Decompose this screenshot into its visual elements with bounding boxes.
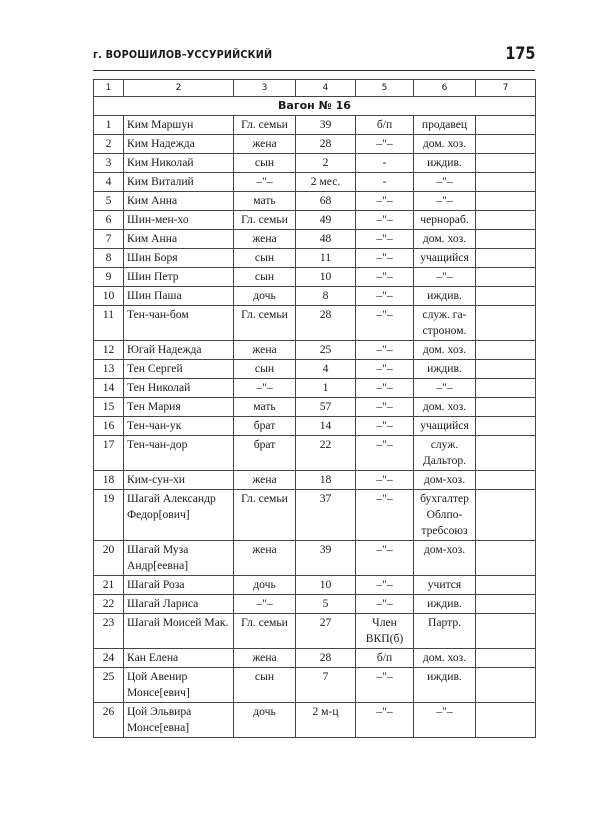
column-number: 3 — [234, 80, 296, 97]
row-number-cell: 19 — [94, 490, 124, 541]
family-relation-cell: жена — [234, 649, 296, 668]
person-name-cell: Шин Боря — [124, 249, 234, 268]
table-row — [94, 287, 536, 306]
person-name-cell: Югай Надежда — [124, 341, 234, 360]
note-cell — [476, 306, 536, 341]
column-number: 4 — [296, 80, 356, 97]
family-relation-cell: сын — [234, 249, 296, 268]
note-cell — [476, 417, 536, 436]
age-cell: 39 — [296, 541, 356, 576]
family-relation-cell: Гл. семьи — [234, 211, 296, 230]
party-membership-cell: б/п — [356, 116, 414, 135]
family-relation-cell: дочь — [234, 703, 296, 738]
occupation-cell: дом-хоз. — [414, 541, 476, 576]
row-number-cell: 23 — [94, 614, 124, 649]
column-number: 7 — [476, 80, 536, 97]
table-row — [94, 595, 536, 614]
table-row — [94, 649, 536, 668]
row-number-cell: 25 — [94, 668, 124, 703]
row-number-cell: 7 — [94, 230, 124, 249]
family-relation-cell: Гл. семьи — [234, 116, 296, 135]
family-relation-cell: сын — [234, 268, 296, 287]
family-relation-cell: жена — [234, 541, 296, 576]
table-row — [94, 173, 536, 192]
note-cell — [476, 230, 536, 249]
person-name-cell: Шагай Роза — [124, 576, 234, 595]
occupation-cell: –"– — [414, 268, 476, 287]
row-number-cell: 24 — [94, 649, 124, 668]
person-name-cell: Ким-сун-хи — [124, 471, 234, 490]
person-name-cell: Шин Паша — [124, 287, 234, 306]
row-number-cell: 9 — [94, 268, 124, 287]
row-number-cell: 21 — [94, 576, 124, 595]
party-membership-cell: –"– — [356, 268, 414, 287]
family-relation-cell: –"– — [234, 595, 296, 614]
party-membership-cell: –"– — [356, 135, 414, 154]
family-relation-cell: жена — [234, 341, 296, 360]
age-cell: 49 — [296, 211, 356, 230]
occupation-cell: бухгалтер Облпо- требсоюз — [414, 490, 476, 541]
note-cell — [476, 211, 536, 230]
row-number-cell: 16 — [94, 417, 124, 436]
table-row — [94, 417, 536, 436]
person-name-cell: Шагай Моисей Мак. — [124, 614, 234, 649]
row-number-cell: 8 — [94, 249, 124, 268]
note-cell — [476, 398, 536, 417]
age-cell: 11 — [296, 249, 356, 268]
note-cell — [476, 436, 536, 471]
person-name-cell: Шагай Лариса — [124, 595, 234, 614]
row-number-cell: 14 — [94, 379, 124, 398]
occupation-cell: иждив. — [414, 360, 476, 379]
person-name-cell: Шагай Александр Федор[ович] — [124, 490, 234, 541]
occupation-cell: служ. га- строном. — [414, 306, 476, 341]
row-number-cell: 2 — [94, 135, 124, 154]
age-cell: 28 — [296, 649, 356, 668]
person-name-cell: Тен-чан-ук — [124, 417, 234, 436]
occupation-cell: –"– — [414, 173, 476, 192]
occupation-cell: учащийся — [414, 417, 476, 436]
family-relation-cell: сын — [234, 154, 296, 173]
row-number-cell: 12 — [94, 341, 124, 360]
age-cell: 14 — [296, 417, 356, 436]
family-relation-cell: жена — [234, 135, 296, 154]
table-row — [94, 668, 536, 703]
table-row — [94, 211, 536, 230]
note-cell — [476, 135, 536, 154]
row-number-cell: 26 — [94, 703, 124, 738]
age-cell: 2 м-ц — [296, 703, 356, 738]
party-membership-cell: –"– — [356, 541, 414, 576]
party-membership-cell: –"– — [356, 249, 414, 268]
family-relation-cell: мать — [234, 192, 296, 211]
table-row — [94, 135, 536, 154]
note-cell — [476, 703, 536, 738]
table-row — [94, 249, 536, 268]
occupation-cell: дом. хоз. — [414, 649, 476, 668]
party-membership-cell: –"– — [356, 306, 414, 341]
row-number-cell: 5 — [94, 192, 124, 211]
row-number-cell: 3 — [94, 154, 124, 173]
age-cell: 8 — [296, 287, 356, 306]
party-membership-cell: –"– — [356, 490, 414, 541]
party-membership-cell: –"– — [356, 668, 414, 703]
row-number-cell: 1 — [94, 116, 124, 135]
note-cell — [476, 173, 536, 192]
table-row — [94, 116, 536, 135]
column-number: 5 — [356, 80, 414, 97]
note-cell — [476, 576, 536, 595]
table-row — [94, 192, 536, 211]
age-cell: 27 — [296, 614, 356, 649]
column-number: 1 — [94, 80, 124, 97]
person-name-cell: Тен Сергей — [124, 360, 234, 379]
note-cell — [476, 490, 536, 541]
note-cell — [476, 614, 536, 649]
table-row — [94, 471, 536, 490]
note-cell — [476, 154, 536, 173]
occupation-cell: дом. хоз. — [414, 230, 476, 249]
person-name-cell: Ким Виталий — [124, 173, 234, 192]
age-cell: 2 — [296, 154, 356, 173]
family-relation-cell: сын — [234, 668, 296, 703]
row-number-cell: 11 — [94, 306, 124, 341]
note-cell — [476, 595, 536, 614]
age-cell: 10 — [296, 576, 356, 595]
party-membership-cell: –"– — [356, 471, 414, 490]
occupation-cell: чернораб. — [414, 211, 476, 230]
note-cell — [476, 668, 536, 703]
age-cell: 28 — [296, 306, 356, 341]
note-cell — [476, 649, 536, 668]
column-number-row — [94, 80, 536, 97]
person-name-cell: Шин Петр — [124, 268, 234, 287]
note-cell — [476, 287, 536, 306]
age-cell: 5 — [296, 595, 356, 614]
row-number-cell: 20 — [94, 541, 124, 576]
age-cell: 7 — [296, 668, 356, 703]
family-relation-cell: сын — [234, 360, 296, 379]
row-number-cell: 18 — [94, 471, 124, 490]
party-membership-cell: –"– — [356, 379, 414, 398]
party-membership-cell: Член ВКП(б) — [356, 614, 414, 649]
family-relation-cell: –"– — [234, 173, 296, 192]
row-number-cell: 17 — [94, 436, 124, 471]
party-membership-cell: –"– — [356, 192, 414, 211]
family-relation-cell: брат — [234, 436, 296, 471]
party-membership-cell: –"– — [356, 341, 414, 360]
table-row — [94, 541, 536, 576]
age-cell: 28 — [296, 135, 356, 154]
age-cell: 4 — [296, 360, 356, 379]
occupation-cell: –"– — [414, 703, 476, 738]
row-number-cell: 22 — [94, 595, 124, 614]
section-title: Вагон № 16 — [94, 97, 536, 116]
age-cell: 48 — [296, 230, 356, 249]
note-cell — [476, 541, 536, 576]
table-row — [94, 360, 536, 379]
person-name-cell: Кан Елена — [124, 649, 234, 668]
party-membership-cell: –"– — [356, 703, 414, 738]
note-cell — [476, 192, 536, 211]
party-membership-cell: –"– — [356, 436, 414, 471]
person-name-cell: Ким Анна — [124, 192, 234, 211]
occupation-cell: –"– — [414, 192, 476, 211]
age-cell: 10 — [296, 268, 356, 287]
person-name-cell: Тен-чан-дор — [124, 436, 234, 471]
person-name-cell: Цой Авенир Монсе[евич] — [124, 668, 234, 703]
occupation-cell: иждив. — [414, 595, 476, 614]
party-membership-cell: –"– — [356, 595, 414, 614]
age-cell: 57 — [296, 398, 356, 417]
party-membership-cell: –"– — [356, 360, 414, 379]
note-cell — [476, 379, 536, 398]
occupation-cell: учится — [414, 576, 476, 595]
person-name-cell: Ким Надежда — [124, 135, 234, 154]
page-number: 175 — [504, 44, 535, 64]
family-relation-cell: дочь — [234, 287, 296, 306]
header-rule — [93, 70, 535, 71]
party-membership-cell: –"– — [356, 230, 414, 249]
note-cell — [476, 249, 536, 268]
person-name-cell: Ким Анна — [124, 230, 234, 249]
row-number-cell: 4 — [94, 173, 124, 192]
note-cell — [476, 341, 536, 360]
table-row — [94, 230, 536, 249]
age-cell: 68 — [296, 192, 356, 211]
table-row — [94, 268, 536, 287]
age-cell: 39 — [296, 116, 356, 135]
age-cell: 18 — [296, 471, 356, 490]
occupation-cell: дом-хоз. — [414, 471, 476, 490]
age-cell: 22 — [296, 436, 356, 471]
table-body — [94, 97, 536, 738]
page-header — [93, 44, 535, 70]
person-name-cell: Шагай Муза Андр[еевна] — [124, 541, 234, 576]
person-name-cell: Тен Николай — [124, 379, 234, 398]
party-membership-cell: - — [356, 154, 414, 173]
table-row — [94, 379, 536, 398]
column-number: 2 — [124, 80, 234, 97]
party-membership-cell: –"– — [356, 417, 414, 436]
person-name-cell: Тен Мария — [124, 398, 234, 417]
note-cell — [476, 360, 536, 379]
table-row — [94, 341, 536, 360]
family-relation-cell: Гл. семьи — [234, 614, 296, 649]
party-membership-cell: –"– — [356, 398, 414, 417]
age-cell: 37 — [296, 490, 356, 541]
party-membership-cell: –"– — [356, 287, 414, 306]
running-title: г. ВОРОШИЛОВ–УССУРИЙСКИЙ — [93, 49, 273, 61]
table-row — [94, 306, 536, 341]
age-cell: 2 мес. — [296, 173, 356, 192]
section-row — [94, 97, 536, 116]
family-relation-cell: дочь — [234, 576, 296, 595]
family-relation-cell: мать — [234, 398, 296, 417]
family-relation-cell: жена — [234, 230, 296, 249]
age-cell: 1 — [296, 379, 356, 398]
occupation-cell: Партр. — [414, 614, 476, 649]
census-table — [93, 79, 536, 738]
row-number-cell: 13 — [94, 360, 124, 379]
party-membership-cell: –"– — [356, 211, 414, 230]
row-number-cell: 10 — [94, 287, 124, 306]
note-cell — [476, 471, 536, 490]
person-name-cell: Шин-мен-хо — [124, 211, 234, 230]
party-membership-cell: - — [356, 173, 414, 192]
table-row — [94, 154, 536, 173]
row-number-cell: 15 — [94, 398, 124, 417]
table-row — [94, 436, 536, 471]
family-relation-cell: Гл. семьи — [234, 306, 296, 341]
table-row — [94, 398, 536, 417]
occupation-cell: иждив. — [414, 287, 476, 306]
occupation-cell: иждив. — [414, 154, 476, 173]
occupation-cell: дом. хоз. — [414, 341, 476, 360]
person-name-cell: Ким Николай — [124, 154, 234, 173]
occupation-cell: –"– — [414, 379, 476, 398]
family-relation-cell: –"– — [234, 379, 296, 398]
family-relation-cell: брат — [234, 417, 296, 436]
party-membership-cell: б/п — [356, 649, 414, 668]
table-row — [94, 703, 536, 738]
occupation-cell: дом. хоз. — [414, 135, 476, 154]
person-name-cell: Цой Эльвира Монсе[евна] — [124, 703, 234, 738]
occupation-cell: продавец — [414, 116, 476, 135]
family-relation-cell: жена — [234, 471, 296, 490]
occupation-cell: учащийся — [414, 249, 476, 268]
note-cell — [476, 116, 536, 135]
table-row — [94, 490, 536, 541]
row-number-cell: 6 — [94, 211, 124, 230]
occupation-cell: дом. хоз. — [414, 398, 476, 417]
family-relation-cell: Гл. семьи — [234, 490, 296, 541]
occupation-cell: иждив. — [414, 668, 476, 703]
table-row — [94, 614, 536, 649]
person-name-cell: Ким Маршун — [124, 116, 234, 135]
occupation-cell: служ. Дальтор. — [414, 436, 476, 471]
note-cell — [476, 268, 536, 287]
column-number: 6 — [414, 80, 476, 97]
person-name-cell: Тен-чан-бом — [124, 306, 234, 341]
table-row — [94, 576, 536, 595]
age-cell: 25 — [296, 341, 356, 360]
party-membership-cell: –"– — [356, 576, 414, 595]
